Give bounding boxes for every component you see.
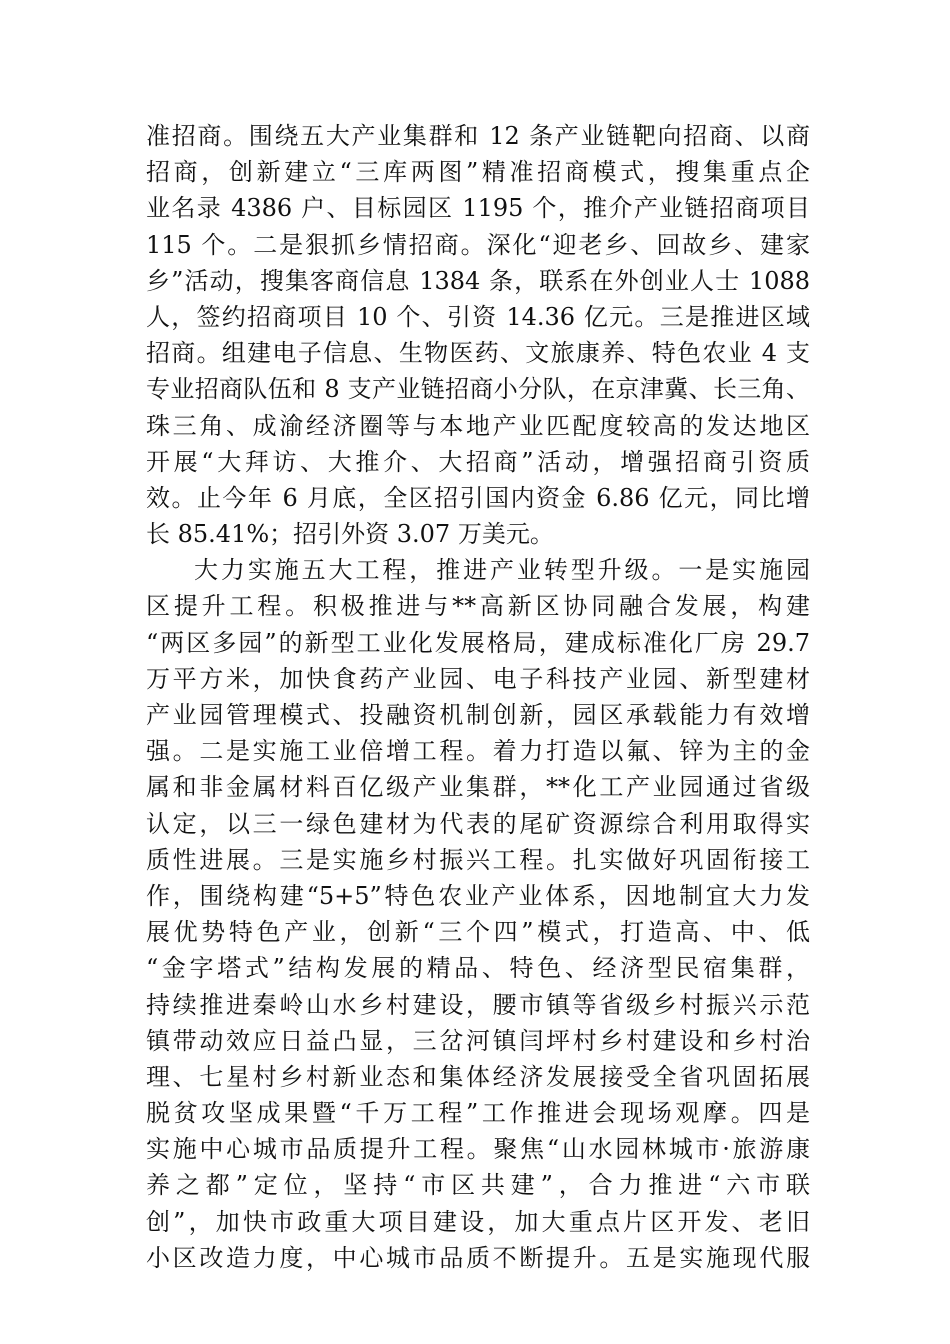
text-line: 产业园管理模式、投融资机制创新，园区承载能力有效增	[146, 701, 810, 729]
text-line: 镇带动效应日益凸显，三岔河镇闫坪村乡村建设和乡村治	[146, 1026, 810, 1055]
text-line: 115 个。二是狠抓乡情招商。深化“迎老乡、回故乡、建家	[146, 230, 810, 259]
text-line: 创”，加快市政重大项目建设，加大重点片区开发、老旧	[146, 1207, 810, 1236]
text-line: 业名录 4386 户、目标园区 1195 个，推介产业链招商项目	[146, 194, 810, 223]
text-line: 珠三角、成渝经济圈等与本地产业匹配度较高的发达地区	[146, 411, 810, 440]
text-line: 万平方米，加快食药产业园、电子科技产业园、新型建材	[146, 664, 810, 693]
text-line: 养之都”定位，坚持“市区共建”，合力推进“六市联	[146, 1171, 810, 1200]
text-line: 效。止今年 6 月底，全区招引国内资金 6.86 亿元，同比增	[146, 483, 810, 512]
text-line: 人，签约招商项目 10 个、引资 14.36 亿元。三是推进区域	[146, 302, 810, 331]
text-line: 强。二是实施工业倍增工程。着力打造以氟、锌为主的金	[146, 737, 810, 766]
text-line: 作，围绕构建“5+5”特色农业产业体系，因地制宜大力发	[146, 881, 810, 910]
text-line: 招商。组建电子信息、生物医药、文旅康养、特色农业 4 支	[146, 339, 810, 368]
text-line: 小区改造力度，中心城市品质不断提升。五是实施现代服	[146, 1243, 810, 1272]
body-text	[146, 118, 810, 1276]
text-line: 开展“大拜访、大推介、大招商”活动，增强招商引资质	[146, 447, 810, 476]
text-line: 实施中心城市品质提升工程。聚焦“山水园林城市·旅游康	[146, 1135, 810, 1164]
text-line: 脱贫攻坚成果暨“千万工程”工作推进会现场观摩。四是	[146, 1099, 810, 1128]
text-line: 招商，创新建立“三库两图”精准招商模式，搜集重点企	[146, 158, 810, 187]
text-line: 持续推进秦岭山水乡村建设，腰市镇等省级乡村振兴示范	[146, 990, 810, 1019]
text-line: 认定，以三一绿色建材为代表的尾矿资源综合利用取得实	[146, 809, 810, 838]
text-line: “两区多园”的新型工业化发展格局，建成标准化厂房 29.7	[146, 628, 810, 657]
text-line: 属和非金属材料百亿级产业集群，**化工产业园通过省级	[146, 773, 810, 802]
text-line: 乡”活动，搜集客商信息 1384 条，联系在外创业人士 1088	[146, 266, 810, 295]
text-line: 长 85.41%；招引外资 3.07 万美元。	[146, 520, 554, 549]
text-line: 专业招商队伍和 8 支产业链招商小分队，在京津冀、长三角、	[146, 375, 810, 404]
text-line: 准招商。围绕五大产业集群和 12 条产业链靶向招商、以商	[146, 122, 810, 150]
text-line: 理、七星村乡村新业态和集体经济发展接受全省巩固拓展	[146, 1062, 810, 1091]
text-line: 质性进展。三是实施乡村振兴工程。扎实做好巩固衔接工	[146, 845, 810, 874]
paragraph-heading-line: 大力实施五大工程，推进产业转型升级。一是实施园	[194, 556, 810, 585]
text-line: 展优势特色产业，创新“三个四”模式，打造高、中、低	[146, 918, 810, 947]
text-line: 区提升工程。积极推进与**高新区协同融合发展，构建	[146, 592, 810, 621]
text-line: “金字塔式”结构发展的精品、特色、经济型民宿集群，	[146, 954, 810, 983]
